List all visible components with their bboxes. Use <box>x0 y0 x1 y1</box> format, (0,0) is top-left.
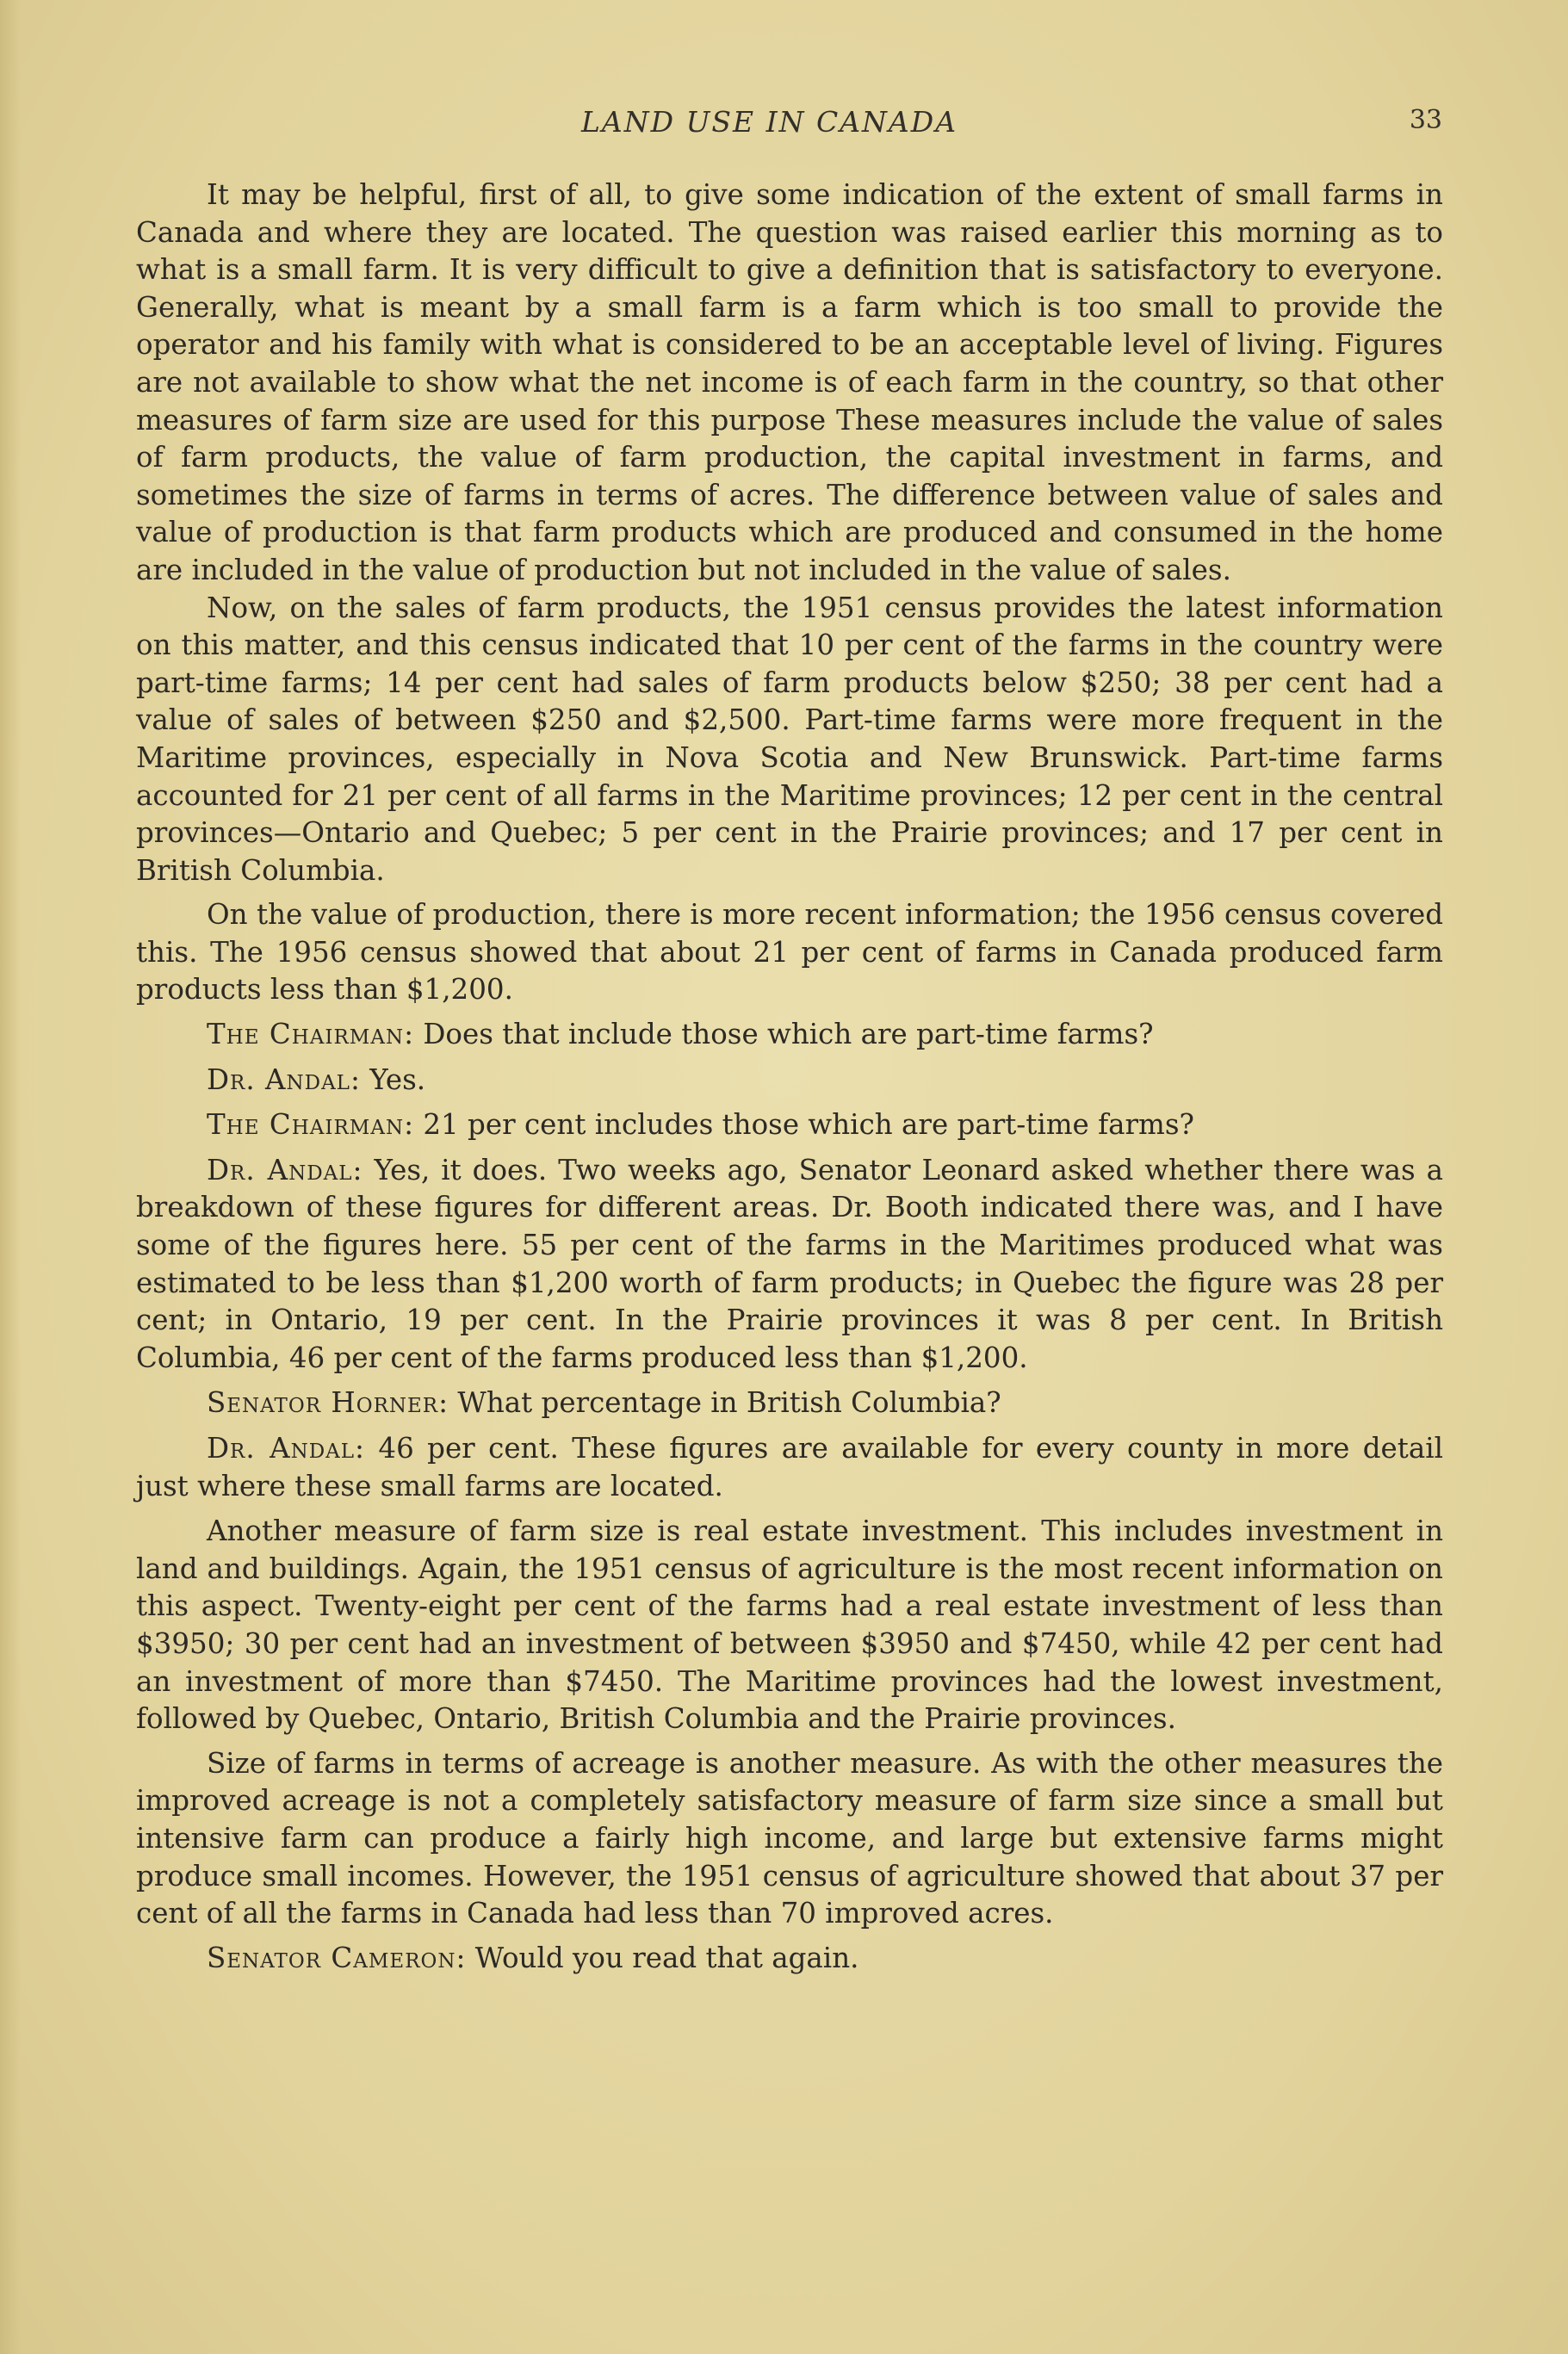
dialogue-andal-answer-1 <box>136 1062 1443 1100</box>
dialogue-cameron-request <box>136 1940 1443 1978</box>
speaker-name: Senator Horner: <box>207 1386 449 1420</box>
speaker-name: Dr. Andal: <box>207 1432 365 1465</box>
page-header <box>133 105 1442 148</box>
speaker-name: The Chairman: <box>207 1108 415 1142</box>
dialogue-chairman-question-2 <box>136 1106 1443 1144</box>
speaker-name: The Chairman: <box>207 1018 415 1051</box>
dialogue-text: What percentage in British Columbia? <box>457 1386 1001 1420</box>
dialogue-horner-question <box>136 1385 1443 1422</box>
dialogue-andal-answer-2 <box>136 1152 1443 1378</box>
dialogue-text: 21 per cent includes those which are part-time farms? <box>423 1108 1194 1142</box>
running-head: LAND USE IN CANADA <box>581 105 958 139</box>
body-text <box>136 177 1443 1985</box>
paragraph-sales-of-farm-products: Now, on the sales of farm products, the 1951 census provides the latest information on this matter, and this census indicated that 10 per cent of the farms in the country were part-time farms; 14 per cent had sales of farm products below $250; 38 per cent had a value of sales of between $250 and $2,500. Part-time farms were more frequent in the Maritime provinces, especially in Nova Scotia and New Brunswick. Part-time farms accounted for 21 per cent of all farms in the Maritime provinces; 12 per cent in the central provinces—Ontario and Quebec; 5 per cent in the Prairie provinces; and 17 per cent in British Columbia. <box>136 591 1443 887</box>
dialogue-text: Does that include those which are part-time farms? <box>423 1018 1154 1051</box>
page-number: 33 <box>1409 105 1442 135</box>
dialogue-text: Yes. <box>369 1062 426 1096</box>
dialogue-text: Yes, it does. Two weeks ago, Senator Leonard asked whether there was a breakdown of these figures for different areas. Dr. Booth indicated there was, and I have some of the figures here. 55 per cent of the farms in the Maritimes produced what was estimated to be less than $1,200 worth of farm products; in Quebec the figure was 28 per cent; in Ontario, 19 per cent. In the Prairie provinces it was 8 per cent. In British Columbia, 46 per cent of the farms produced less than $1,200. <box>136 1153 1443 1374</box>
paragraph-small-farms-intro: It may be helpful, first of all, to give some indication of the extent of small farms in Canada and where they are located. The question was raised earlier this morning as to what is a small farm. It is very difficult to give a definition that is satisfactory to everyone. Generally, what is meant by a small farm is a farm which is too small to provide the operator and his family with what is considered to be an acceptable level of living. Figures are not available to show what the net income is of each farm in the country, so that other measures of farm size are used for this purpose These measures include the value of sales of farm products, the value of farm production, the capital investment in farms, and sometimes the size of farms in terms of acres. The difference between value of sales and value of production is that farm products which are produced and consumed in the home are included in the value of production but not included in the value of sales. <box>136 178 1443 586</box>
page-edge-shadow <box>0 0 21 2354</box>
dialogue-chairman-question-1 <box>136 1016 1443 1054</box>
speaker-name: Dr. Andal: <box>207 1153 363 1186</box>
dialogue-text: Would you read that again. <box>474 1941 859 1974</box>
dialogue-andal-answer-3 <box>136 1430 1443 1505</box>
speaker-name: Senator Cameron: <box>207 1941 467 1974</box>
paragraph-value-of-production: On the value of production, there is more recent information; the 1956 census covered this. The 1956 census showed that about 21 per cent of farms in Canada produced farm products less than $1,200. <box>136 898 1443 1007</box>
dialogue-text: 46 per cent. These figures are available for every county in more detail just where these small farms are located. <box>136 1432 1443 1502</box>
speaker-name: Dr. Andal: <box>207 1062 361 1096</box>
paragraph-acreage: Size of farms in terms of acreage is another measure. As with the other measures the improved acreage is not a completely satisfactory measure of farm size since a small but intensive farm can produce a fairly high income, and large but extensive farms might produce small incomes. However, the 1951 census of agriculture showed that about 37 per cent of all the farms in Canada had less than 70 improved acres. <box>136 1746 1443 1930</box>
paragraph-real-estate-investment: Another measure of farm size is real estate investment. This includes investment in land and buildings. Again, the 1951 census of agriculture is the most recent information on this aspect. Twenty-eight per cent of the farms had a real estate investment of less than $3950; 30 per cent had an investment of between $3950 and $7450, while 42 per cent had an investment of more than $7450. The Maritime provinces had the lowest investment, followed by Quebec, Ontario, British Columbia and the Prairie provinces. <box>136 1515 1443 1736</box>
